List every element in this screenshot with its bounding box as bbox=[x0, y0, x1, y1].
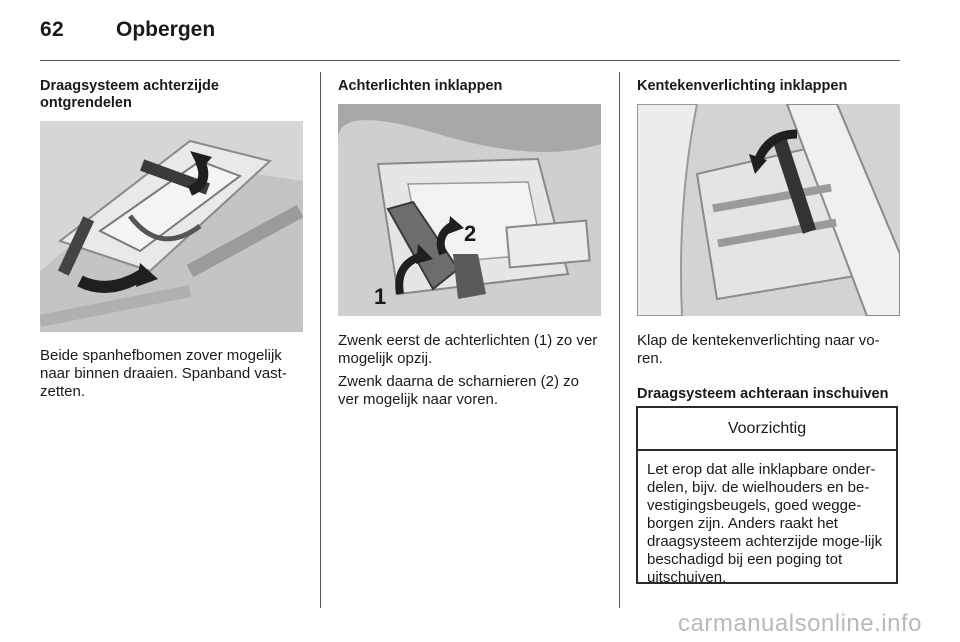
column-license-light bbox=[637, 78, 900, 403]
section-heading-license-light: Kentekenverlichting inklappen bbox=[637, 78, 848, 94]
page-title: Opbergen bbox=[116, 18, 216, 41]
column-divider-1 bbox=[320, 72, 321, 608]
callout-1: 1 bbox=[374, 284, 387, 309]
paragraph-release: Beide spanhefbomen zover mogelijk naar binnen draaien. Spanband vast-zetten. bbox=[40, 347, 287, 400]
header-rule bbox=[40, 60, 900, 61]
page-number: 62 bbox=[40, 18, 64, 41]
figure-license-light bbox=[637, 104, 900, 316]
paragraph-rear-lights-2: Zwenk daarna de scharnieren (2) zo ver mogelijk naar voren. bbox=[338, 373, 579, 408]
warning-title: Voorzichtig bbox=[638, 408, 896, 451]
section-heading-rear-lights: Achterlichten inklappen bbox=[338, 78, 503, 94]
section-heading-insert-carrier: Draagsysteem achteraan inschuiven bbox=[637, 386, 889, 402]
paragraph-rear-lights-1: Zwenk eerst de achterlichten (1) zo ver mogelijk opzij. bbox=[338, 332, 598, 367]
figure-release-levers bbox=[40, 121, 303, 332]
warning-body: Let erop dat alle inklapbare onder-delen, bijv. de wielhouders en be-vestigingsbeugels, goed wegge-borgen zijn. Anders raakt het draagsysteem achterzijde moge-lijk beschadigd bij een poging tot uitschuiven. bbox=[647, 461, 883, 586]
figure-rear-lights bbox=[338, 104, 601, 316]
column-rear-lights bbox=[338, 78, 601, 409]
callout-2: 2 bbox=[464, 221, 477, 246]
column-release bbox=[40, 78, 303, 401]
paragraph-license-light: Klap de kentekenverlichting naar vo-ren. bbox=[637, 332, 880, 367]
watermark: carmanualsonline.info bbox=[678, 610, 922, 637]
warning-box bbox=[636, 406, 898, 584]
section-heading-release: Draagsysteem achterzijde ontgrendelen bbox=[40, 78, 219, 111]
column-divider-2 bbox=[619, 72, 620, 608]
